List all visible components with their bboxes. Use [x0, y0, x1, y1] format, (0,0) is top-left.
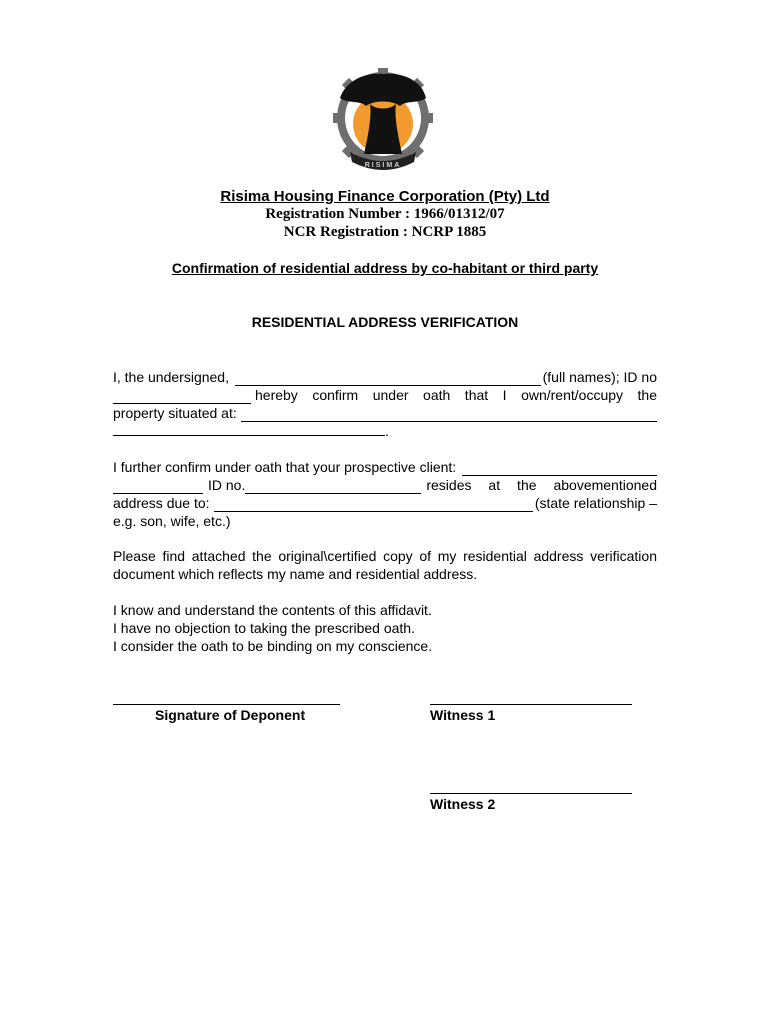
- state-relationship-label: (state relationship –: [534, 495, 657, 511]
- ncr-registration: NCR Registration : NCRP 1885: [283, 224, 487, 240]
- oath-line-3: I consider the oath to be binding on my conscience.: [113, 638, 433, 654]
- p2-line3: [113, 494, 657, 512]
- witness2-signature-line[interactable]: [430, 793, 632, 794]
- further-confirm-text: I further confirm under oath that your prospective client:: [113, 459, 457, 475]
- p1-line3: [113, 404, 657, 422]
- p1-line4: [113, 422, 657, 440]
- id-number-field[interactable]: [113, 390, 251, 404]
- deponent-signature-line[interactable]: [113, 704, 340, 705]
- p1-line2: [113, 386, 657, 404]
- client-id-prefix-field[interactable]: [113, 480, 203, 494]
- deponent-signature-label: Signature of Deponent: [155, 707, 306, 723]
- resides-text: resides at the abovementioned: [426, 477, 657, 493]
- relationship-field[interactable]: [214, 498, 533, 512]
- confirmation-title: Confirmation of residential address by co-habitant or third party: [171, 260, 599, 276]
- oath-line-2: I have no objection to taking the prescribed oath.: [113, 620, 415, 636]
- company-name: Risima Housing Finance Corporation (Pty) Ltd: [220, 188, 550, 205]
- oath-paragraph: [113, 601, 657, 655]
- attachment-paragraph: Please find attached the original\certified copy of my residential address verification document which reflects my name and residential address.: [113, 548, 657, 582]
- full-names-field[interactable]: [235, 372, 541, 386]
- oath-line-1: I know and understand the contents of this affidavit.: [113, 602, 432, 618]
- p1-line1: [113, 368, 657, 386]
- p2-line4: [113, 512, 657, 530]
- client-name-field[interactable]: [462, 462, 657, 476]
- client-id-field[interactable]: [245, 480, 421, 494]
- property-address-field[interactable]: [241, 408, 657, 422]
- p2-line1: [113, 458, 657, 476]
- witness1-signature-line[interactable]: [430, 704, 632, 705]
- p1-end: .: [385, 423, 389, 439]
- id-no-label: ID no.: [208, 477, 246, 493]
- witness2-label: Witness 2: [430, 796, 496, 812]
- property-label: property situated at:: [113, 405, 237, 421]
- hereby-confirm-text: hereby confirm under oath that I own/rent/occupy the: [255, 387, 657, 403]
- risima-logo: [322, 66, 444, 176]
- property-address-field-2[interactable]: [113, 422, 385, 436]
- witness1-label: Witness 1: [430, 707, 496, 723]
- address-due-label: address due to:: [113, 495, 210, 511]
- undersigned-label: I, the undersigned,: [113, 369, 229, 385]
- section-heading: RESIDENTIAL ADDRESS VERIFICATION: [251, 314, 519, 330]
- example-text: e.g. son, wife, etc.): [113, 513, 231, 529]
- logo-text: RISIMA: [364, 162, 402, 169]
- p2-line2: [113, 476, 657, 494]
- full-names-label: (full names); ID no: [542, 369, 657, 385]
- registration-number: Registration Number : 1966/01312/07: [265, 206, 505, 222]
